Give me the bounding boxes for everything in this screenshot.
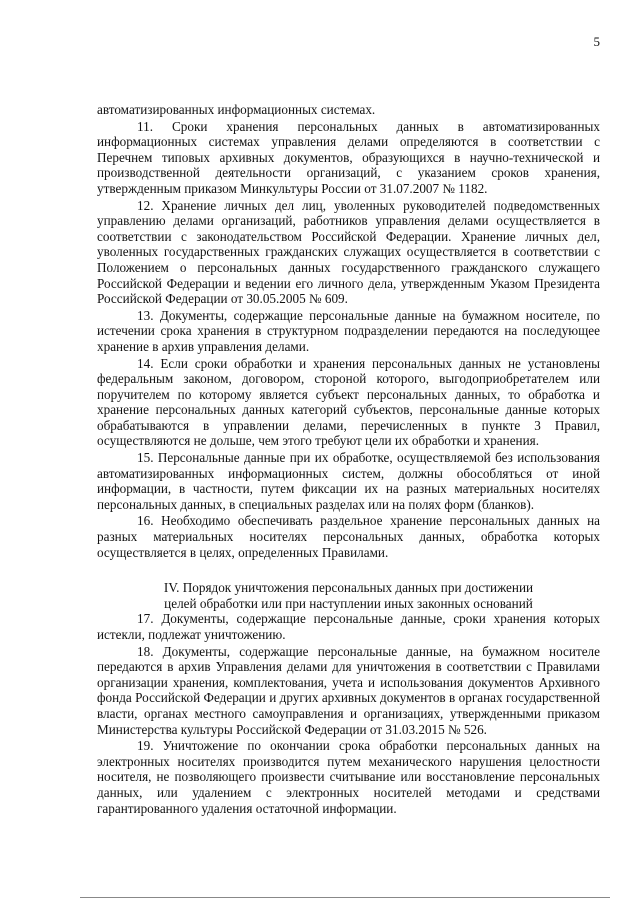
paragraph-12: 12. Хранение личных дел лиц, уволенных руководителей подведомственных управлению делами организаций, работников управления делами осуществляется в соответствии с законодательством Российской Федерации. Хранение личных дел, уволенных государственных гражданских служащих осуществляется в соответствии с Положением о персональных данных государственного гражданского служащего Российской Федерации и ведении его личного дела, утвержденным Указом Президента Российской Федерации от 30.05.2005 № 609. <box>97 197 600 307</box>
paragraph-18: 18. Документы, содержащие персональные данные, на бумажном носителе передаются в архив Управления делами для уничтожения в соответствии с Правилами организации хранения, комплектования, учета и использования документов Архивного фонда Российской Федерации и других архивных документов в органах государственной власти, органах местного самоуправления и организациях, утвержденными приказом Министерства культуры Российской Федерации от 31.03.2015 № 526. <box>97 643 600 737</box>
section-heading <box>97 580 600 611</box>
section-heading-line-1: IV. Порядок уничтожения персональных данных при достижении <box>163 580 534 596</box>
paragraph-11: 11. Сроки хранения персональных данных в автоматизированных информационных системах управления делами определяются в соответствии с Перечнем типовых архивных документов, образующихся в научно-технической и производственной деятельности организаций, с указанием сроков хранения, утвержденным приказом Минкультуры России от 31.07.2007 № 1182. <box>97 118 600 196</box>
document-body <box>97 102 600 817</box>
page-number: 5 <box>593 34 600 49</box>
paragraph-19: 19. Уничтожение по окончании срока обработки персональных данных на электронных носителях производится путем механического нарушения целостности носителя, не позволяющего произвести считывание или восстановление персональных данных, или удалением с электронных носителей методами и средствами гарантированного удаления остаточной информации. <box>97 738 600 816</box>
paragraph-14: 14. Если сроки обработки и хранения персональных данных не установлены федеральным законом, договором, стороной которого, выгодоприобретателем или поручителем по которому является субъект персональных данных, то обработка и хранение персональных данных категорий субъектов, персональные данные которых обрабатываются в управлении делами, перечисленных в пункте 3 Правил, осуществляются не дольше, чем этого требуют цели их обработки и хранения. <box>97 355 600 449</box>
page-bottom-rule <box>80 897 610 898</box>
paragraph-17: 17. Документы, содержащие персональные данные, сроки хранения которых истекли, подлежат уничтожению. <box>97 611 600 642</box>
continuation-line: автоматизированных информационных системах. <box>97 102 376 117</box>
paragraph-15: 15. Персональные данные при их обработке, осуществляемой без использования автоматизированных информационных систем, должны обособляться от иной информации, в частности, путем фиксации их на разных материальных носителях персональных данных, в специальных разделах или на полях форм (бланков). <box>97 450 600 512</box>
paragraph-16: 16. Необходимо обеспечивать раздельное хранение персональных данных на разных материальных носителях персональных данных, обработка которых осуществляется в целях, определенных Правилами. <box>97 513 600 560</box>
paragraph-13: 13. Документы, содержащие персональные данные на бумажном носителе, по истечении срока хранения в структурном подразделении передаются на последующее хранение в архив управления делами. <box>97 307 600 354</box>
section-heading-line-2: целей обработки или при наступлении иных законных оснований <box>164 595 533 611</box>
